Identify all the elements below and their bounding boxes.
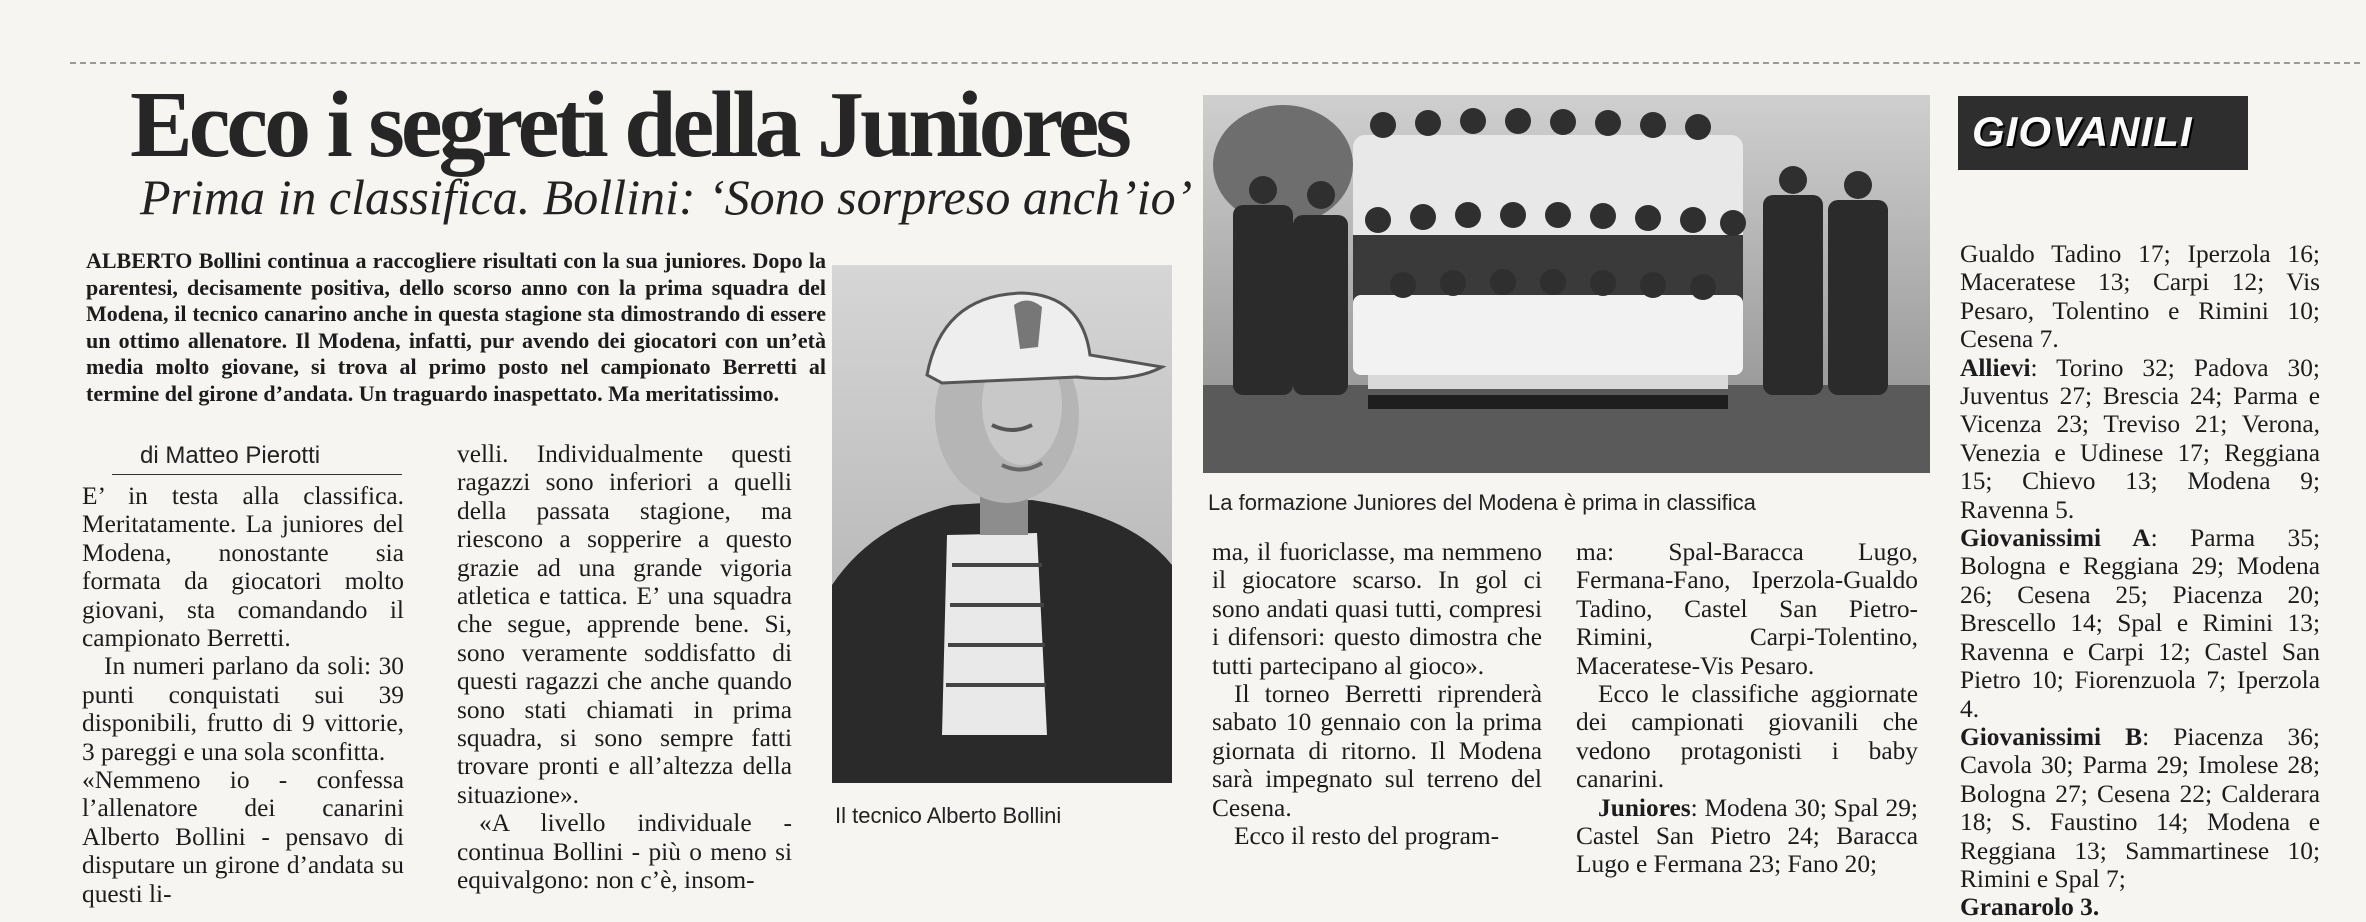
team-photo xyxy=(1203,95,1930,473)
lead-paragraph: ALBERTO Bollini continua a raccogliere risultati con la sua juniores. Dopo la parentesi, decisamente positiva, dello scorso anno con la prima squadra del Modena, il tecnico canarino anche in questa stagione sta dimostrando di essere un ottimo allenatore. Il Modena, infatti, pur avendo dei giocatori con un’età media molto giovane, si trova al primo posto nel campionato Berretti al termine del girone d’andata. Un traguardo inaspettato. Ma meritatissimo. xyxy=(86,248,826,406)
section-rubric xyxy=(1958,96,2248,170)
article-column-1 xyxy=(82,482,404,908)
allievi-standings xyxy=(1960,354,2320,524)
paragraph: Il torneo Berretti riprenderà sabato 10 gennaio con la prima giornata di ritorno. Il Modena sarà impegnato sul terreno del Cesena. xyxy=(1212,680,1542,822)
standings-text: : Modena 30; Spal 29; Castel San Pietro 24; Baracca Lugo e Fermana 23; Fano 20; xyxy=(1576,793,1918,879)
article-column-2 xyxy=(457,440,792,895)
standings-label: Allievi xyxy=(1960,353,2031,382)
paragraph: ma: Spal-Baracca Lugo, Fermana-Fano, Iperzola-Gualdo Tadino, Castel San Pietro-Rimini, Carpi-Tolentino, Maceratese-Vis Pesaro. xyxy=(1576,538,1918,680)
byline-rule xyxy=(112,474,402,475)
juniores-standings xyxy=(1576,794,1918,879)
standings-text: : Parma 35; Bologna e Reggiana 29; Modena 26; Cesena 25; Piacenza 20; Brescello 14; Spal e Rimini 13; Ravenna e Carpi 12; Castel San Pietro 10; Fiorenzuola 7; Iperzola 4. xyxy=(1960,524,2320,723)
article-column-3 xyxy=(1212,538,1542,850)
paragraph: velli. Individualmente questi ragazzi sono inferiori a quelli della passata stagione, ma riescono a sopperire a questo grazie ad una grande vigoria atletica e tattica. E’ una squadra che segue, apprende bene. Si, sono veramente soddisfatto di questi ragazzi che anche quando sono stati chiamati in prima squadra, si sono sempre fatti trovare pronti e all’altezza della situazione». xyxy=(457,440,792,809)
standings-text: : Torino 32; Padova 30; Juventus 27; Brescia 24; Parma e Vicenza 23; Treviso 21; Verona, Venezia e Udinese 17; Reggiana 15; Chievo 13; Modena 9; Ravenna 5. xyxy=(1960,353,2320,524)
paragraph: E’ in testa alla classifica. Meritatamente. La juniores del Modena, nonostante sia formata da giocatori molto giovani, sta comandando il campionato Berretti. xyxy=(82,482,404,653)
standings-label: Giovanissimi B xyxy=(1960,722,2143,751)
paragraph: Gualdo Tadino 17; Iperzola 16; Maceratese 13; Carpi 12; Vis Pesaro, Tolentino e Rimini 10; Cesena 7. xyxy=(1960,240,2320,354)
standings-label: Giovanissimi A xyxy=(1960,524,2151,553)
byline: di Matteo Pierotti xyxy=(140,442,321,469)
paragraph: Granarolo 3. xyxy=(1960,893,2100,922)
subtitle: Prima in classifica. Bollini: ‘Sono sorpreso anch’io’ xyxy=(140,169,1193,225)
paragraph: «A livello individuale - continua Bollini - più o meno si equivalgono: non c’è, insom- xyxy=(457,809,792,895)
team-photo-caption: La formazione Juniores del Modena è prima in classifica xyxy=(1208,490,1756,515)
top-dashed-rule xyxy=(70,62,2360,64)
giovanissimi-b-standings xyxy=(1960,723,2320,893)
paragraph: «Nemmeno io - confessa l’allenatore dei canarini Alberto Bollini - pensavo di disputare un girone d’andata su questi li- xyxy=(82,766,404,908)
article-column-4 xyxy=(1576,538,1918,879)
team-photo-illustration xyxy=(1203,95,1930,473)
standings-text: : Piacenza 36; Cavola 30; Parma 29; Imolese 28; Bologna 27; Cesena 22; Calderara 18; S. Faustino 14; Modena e Reggiana 13; Sammartinese 10; Rimini e Spal 7; xyxy=(1960,722,2320,893)
standings-column xyxy=(1960,240,2320,922)
coach-photo xyxy=(832,265,1172,783)
coach-photo-caption: Il tecnico Alberto Bollini xyxy=(835,803,1062,828)
standings-label: Juniores xyxy=(1598,793,1691,822)
paragraph: Ecco il resto del program- xyxy=(1234,822,1500,851)
giovanissimi-a-standings xyxy=(1960,524,2320,723)
coach-photo-illustration xyxy=(832,265,1172,783)
paragraph: In numeri parlano da soli: 30 punti conquistati sui 39 disponibili, frutto di 9 vittorie, 3 pareggi e una sola sconfitta. xyxy=(82,652,404,766)
section-rubric-label: GIOVANILI xyxy=(1972,108,2193,155)
headline: Ecco i segreti della Juniores xyxy=(130,73,1128,177)
paragraph: ma, il fuoriclasse, ma nemmeno il giocatore scarso. In gol ci sono andati quasi tutti, compresi i difensori: questo dimostra che tutti partecipano al gioco». xyxy=(1212,538,1542,680)
paragraph: Ecco le classifiche aggiornate dei campionati giovanili che vedono protagonisti i baby canarini. xyxy=(1576,680,1918,794)
